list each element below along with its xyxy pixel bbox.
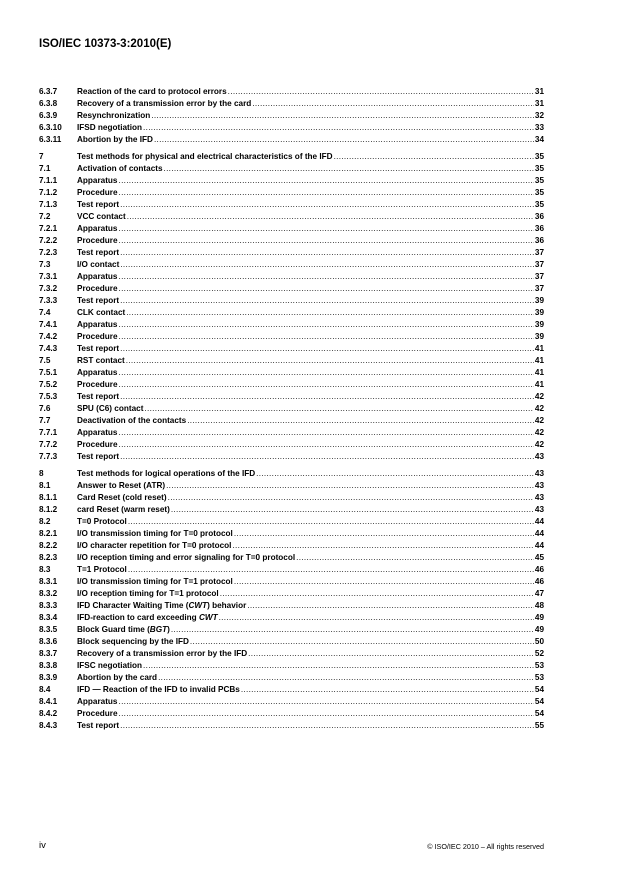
toc-entry-title: Procedure <box>77 284 118 293</box>
toc-entry-title: T=1 Protocol <box>77 565 127 574</box>
toc-entry-title: Deactivation of the contacts <box>77 416 187 425</box>
toc-entry-number: 6.3.10 <box>39 123 62 132</box>
toc-entry-number: 8.4.2 <box>39 709 58 718</box>
toc-entry[interactable] <box>39 259 544 271</box>
toc-entry-title: Activation of contacts <box>77 164 163 173</box>
toc-entry-number: 7.2.2 <box>39 236 58 245</box>
toc-entry-number: 7.1.3 <box>39 200 58 209</box>
toc-dot-leader <box>220 588 534 600</box>
toc-entry-page: 43 <box>534 481 544 490</box>
toc-entry-page: 42 <box>534 440 544 449</box>
toc-entry[interactable] <box>39 480 544 492</box>
toc-entry-page: 35 <box>534 176 544 185</box>
toc-entry-title: Test methods for physical and electrical characteristics of the IFD <box>77 152 333 161</box>
toc-entry[interactable] <box>39 367 544 379</box>
toc-entry-number: 8.3 <box>39 565 51 574</box>
toc-entry[interactable] <box>39 528 544 540</box>
toc-entry-title: Reaction of the card to protocol errors <box>77 87 227 96</box>
toc-entry-title: Test methods for logical operations of the IFD <box>77 469 256 478</box>
toc-entry[interactable] <box>39 708 544 720</box>
toc-dot-leader <box>143 122 534 134</box>
toc-entry-page: 36 <box>534 212 544 221</box>
toc-entry[interactable] <box>39 295 544 307</box>
toc-entry-page: 31 <box>534 99 544 108</box>
toc-entry-title: Test report <box>77 344 120 353</box>
toc-entry-page: 41 <box>534 380 544 389</box>
toc-entry-number: 7.1.1 <box>39 176 58 185</box>
toc-entry[interactable] <box>39 696 544 708</box>
toc-entry[interactable] <box>39 612 544 624</box>
toc-dot-leader <box>119 235 534 247</box>
toc-entry-title: card Reset (warm reset) <box>77 505 170 514</box>
toc-entry-number: 8.3.2 <box>39 589 58 598</box>
toc-entry[interactable] <box>39 307 544 319</box>
toc-dot-leader <box>168 492 534 504</box>
toc-entry-title-italic: CWT <box>198 613 218 622</box>
toc-dot-leader <box>126 307 534 319</box>
toc-entry-title-italic: BGT <box>149 625 168 634</box>
toc-entry-title <box>77 612 218 624</box>
toc-entry-number: 8.4.1 <box>39 697 58 706</box>
toc-dot-leader <box>187 415 534 427</box>
toc-entry-page: 42 <box>534 428 544 437</box>
toc-entry-title: Test report <box>77 392 120 401</box>
toc-entry-page: 42 <box>534 416 544 425</box>
toc-entry-number: 7.5.1 <box>39 368 58 377</box>
toc-dot-leader <box>248 648 534 660</box>
toc-entry-number: 7.3.1 <box>39 272 58 281</box>
toc-entry-page: 35 <box>534 188 544 197</box>
toc-dot-leader <box>247 600 534 612</box>
toc-entry-title: IFSD negotiation <box>77 123 143 132</box>
toc-entry-title: Recovery of a transmission error by the card <box>77 99 252 108</box>
toc-entry-title: Procedure <box>77 332 118 341</box>
toc-entry-number: 7.2 <box>39 212 51 221</box>
toc-entry-page: 35 <box>534 200 544 209</box>
toc-entry-page: 36 <box>534 236 544 245</box>
toc-entry-number: 7.3.3 <box>39 296 58 305</box>
toc-entry-number: 8.3.6 <box>39 637 58 646</box>
toc-dot-leader <box>171 504 534 516</box>
toc-entry-page: 42 <box>534 404 544 413</box>
toc-entry-title-part: Block Guard time ( <box>77 625 150 634</box>
toc-entry-page: 41 <box>534 356 544 365</box>
toc-entry-page: 35 <box>534 164 544 173</box>
toc-entry[interactable] <box>39 331 544 343</box>
toc-entry[interactable] <box>39 588 544 600</box>
toc-entry[interactable] <box>39 271 544 283</box>
toc-entry-page: 54 <box>534 697 544 706</box>
toc-entry-title: I/O character repetition for T=0 protocol <box>77 541 232 550</box>
toc-entry[interactable] <box>39 636 544 648</box>
toc-entry-page: 50 <box>534 637 544 646</box>
toc-entry[interactable] <box>39 600 544 612</box>
toc-entry-page: 36 <box>534 224 544 233</box>
toc-dot-leader <box>144 403 533 415</box>
document-header: ISO/IEC 10373-3:2010(E) <box>39 38 172 50</box>
toc-dot-leader <box>120 295 534 307</box>
toc-entry-title: Procedure <box>77 188 118 197</box>
toc-entry[interactable] <box>39 720 544 732</box>
toc-entry-title: Procedure <box>77 236 118 245</box>
toc-entry-number: 7.4.3 <box>39 344 58 353</box>
toc-entry-page: 37 <box>534 248 544 257</box>
toc-entry-page: 32 <box>534 111 544 120</box>
toc-entry-page: 37 <box>534 260 544 269</box>
toc-dot-leader <box>232 540 533 552</box>
toc-entry-title-part: ) behavior <box>207 601 247 610</box>
toc-entry[interactable] <box>39 247 544 259</box>
toc-entry-page: 43 <box>534 469 544 478</box>
toc-entry-title-part: ) <box>167 625 170 634</box>
toc-dot-leader <box>241 684 534 696</box>
toc-entry-title: I/O reception timing for T=1 protocol <box>77 589 219 598</box>
toc-dot-leader <box>296 552 534 564</box>
toc-dot-leader <box>119 319 534 331</box>
toc-entry-number: 8.3.1 <box>39 577 58 586</box>
toc-entry-title: Recovery of a transmission error by the IFD <box>77 649 248 658</box>
toc-entry[interactable] <box>39 624 544 636</box>
toc-entry[interactable] <box>39 391 544 403</box>
toc-entry-number: 8.3.8 <box>39 661 58 670</box>
toc-entry-title: I/O transmission timing for T=0 protocol <box>77 529 233 538</box>
toc-entry-page: 37 <box>534 284 544 293</box>
toc-entry-number: 8.3.5 <box>39 625 58 634</box>
toc-entry[interactable] <box>39 660 544 672</box>
toc-entry-title: Procedure <box>77 440 118 449</box>
toc-entry-title: Abortion by the card <box>77 673 158 682</box>
toc-dot-leader <box>128 564 534 576</box>
toc-entry-title: CLK contact <box>77 308 126 317</box>
toc-dot-leader <box>219 612 534 624</box>
toc-entry-page: 39 <box>534 320 544 329</box>
toc-dot-leader <box>120 247 534 259</box>
toc-entry[interactable] <box>39 516 544 528</box>
toc-dot-leader <box>119 187 534 199</box>
toc-dot-leader <box>154 134 534 146</box>
toc-entry-number: 7.1.2 <box>39 188 58 197</box>
toc-entry-number: 7.5.2 <box>39 380 58 389</box>
toc-entry-number: 7.3.2 <box>39 284 58 293</box>
toc-dot-leader <box>334 151 534 163</box>
toc-entry-number: 7.4.2 <box>39 332 58 341</box>
toc-entry-title: Test report <box>77 200 120 209</box>
toc-entry-page: 55 <box>534 721 544 730</box>
toc-entry[interactable] <box>39 403 544 415</box>
toc-dot-leader <box>119 439 534 451</box>
toc-entry[interactable] <box>39 199 544 211</box>
copyright-notice: © ISO/IEC 2010 – All rights reserved <box>427 842 544 851</box>
toc-entry[interactable] <box>39 122 544 134</box>
toc-entry-title: Procedure <box>77 380 118 389</box>
toc-entry[interactable] <box>39 684 544 696</box>
toc-entry[interactable] <box>39 540 544 552</box>
toc-dot-leader <box>256 468 534 480</box>
toc-dot-leader <box>158 672 534 684</box>
toc-entry-number: 7.1 <box>39 164 51 173</box>
toc-entry-page: 44 <box>534 541 544 550</box>
toc-entry-title: I/O reception timing and error signaling for T=0 protocol <box>77 553 296 562</box>
toc-entry-title: Apparatus <box>77 368 118 377</box>
toc-entry-title: Apparatus <box>77 428 118 437</box>
toc-dot-leader <box>190 636 534 648</box>
toc-entry-page: 37 <box>534 272 544 281</box>
toc-entry-page: 42 <box>534 392 544 401</box>
toc-dot-leader <box>234 576 534 588</box>
toc-entry[interactable] <box>39 343 544 355</box>
toc-dot-leader <box>119 427 534 439</box>
toc-dot-leader <box>120 199 534 211</box>
toc-entry[interactable] <box>39 648 544 660</box>
toc-dot-leader <box>126 355 534 367</box>
toc-entry-number: 7.2.3 <box>39 248 58 257</box>
toc-entry-title: Block sequencing by the IFD <box>77 637 189 646</box>
toc-entry-title: Test report <box>77 452 120 461</box>
toc-dot-leader <box>119 223 534 235</box>
toc-dot-leader <box>119 379 534 391</box>
toc-entry-page: 52 <box>534 649 544 658</box>
toc-dot-leader <box>119 283 534 295</box>
toc-dot-leader <box>120 391 534 403</box>
toc-dot-leader <box>127 211 534 223</box>
toc-entry-title <box>77 600 246 612</box>
toc-entry-title: Test report <box>77 248 120 257</box>
toc-entry-number: 8.4.3 <box>39 721 58 730</box>
toc-entry-title-italic: CWT <box>188 601 208 610</box>
toc-entry-number: 8.2.2 <box>39 541 58 550</box>
toc-entry-title: I/O contact <box>77 260 120 269</box>
toc-entry[interactable] <box>39 427 544 439</box>
toc-entry[interactable] <box>39 468 544 480</box>
toc-entry-title: Apparatus <box>77 697 118 706</box>
toc-entry-number: 8.2 <box>39 517 51 526</box>
toc-entry-number: 7.5 <box>39 356 51 365</box>
toc-entry-page: 41 <box>534 344 544 353</box>
toc-entry-title: T=0 Protocol <box>77 517 127 526</box>
toc-entry-title: I/O transmission timing for T=1 protocol <box>77 577 233 586</box>
toc-entry-page: 46 <box>534 577 544 586</box>
toc-dot-leader <box>120 451 534 463</box>
toc-entry-title: Apparatus <box>77 176 118 185</box>
toc-entry[interactable] <box>39 134 544 146</box>
toc-dot-leader <box>119 708 534 720</box>
toc-entry[interactable] <box>39 564 544 576</box>
toc-dot-leader <box>119 331 534 343</box>
toc-entry-number: 7.5.3 <box>39 392 58 401</box>
toc-entry-title: VCC contact <box>77 212 126 221</box>
toc-entry-number: 8.3.7 <box>39 649 58 658</box>
toc-entry[interactable] <box>39 86 544 98</box>
toc-entry-page: 53 <box>534 673 544 682</box>
toc-dot-leader <box>151 110 534 122</box>
toc-entry-title: Answer to Reset (ATR) <box>77 481 166 490</box>
toc-entry-page: 41 <box>534 368 544 377</box>
toc-entry-page: 44 <box>534 517 544 526</box>
toc-entry-title-part: IFD-reaction to card exceeding <box>77 613 199 622</box>
toc-entry-title-part: IFD Character Waiting Time ( <box>77 601 189 610</box>
toc-entry-page: 39 <box>534 308 544 317</box>
toc-entry[interactable] <box>39 415 544 427</box>
toc-entry[interactable] <box>39 110 544 122</box>
toc-entry[interactable] <box>39 552 544 564</box>
toc-dot-leader <box>166 480 534 492</box>
toc-entry-number: 7.6 <box>39 404 51 413</box>
toc-entry-title: Resynchronization <box>77 111 151 120</box>
toc-entry[interactable] <box>39 672 544 684</box>
toc-entry-page: 53 <box>534 661 544 670</box>
toc-entry-title: Apparatus <box>77 320 118 329</box>
toc-entry-number: 7.7.1 <box>39 428 58 437</box>
toc-entry-title: RST contact <box>77 356 125 365</box>
toc-entry-number: 7.7.2 <box>39 440 58 449</box>
toc-entry-page: 35 <box>534 152 544 161</box>
toc-entry-number: 6.3.11 <box>39 135 62 144</box>
toc-entry[interactable] <box>39 319 544 331</box>
toc-entry-page: 33 <box>534 123 544 132</box>
toc-entry-title: IFD — Reaction of the IFD to invalid PCBs <box>77 685 240 694</box>
toc-entry-title: Apparatus <box>77 224 118 233</box>
toc-entry-number: 8.3.3 <box>39 601 58 610</box>
toc-entry-page: 43 <box>534 452 544 461</box>
toc-entry-number: 8.1 <box>39 481 51 490</box>
toc-entry-number: 7.7 <box>39 416 51 425</box>
toc-entry-title: Test report <box>77 721 120 730</box>
toc-entry-number: 6.3.7 <box>39 87 58 96</box>
toc-entry[interactable] <box>39 451 544 463</box>
toc-entry-number: 7.2.1 <box>39 224 58 233</box>
toc-entry-number: 7.4 <box>39 308 51 317</box>
toc-entry[interactable] <box>39 235 544 247</box>
toc-entry-title: Apparatus <box>77 272 118 281</box>
toc-entry-page: 49 <box>534 625 544 634</box>
toc-dot-leader <box>128 516 534 528</box>
toc-entry-page: 43 <box>534 505 544 514</box>
toc-dot-leader <box>119 696 534 708</box>
toc-entry-number: 8.3.9 <box>39 673 58 682</box>
toc-entry-page: 34 <box>534 135 544 144</box>
toc-entry[interactable] <box>39 439 544 451</box>
toc-entry-page: 48 <box>534 601 544 610</box>
toc-entry-page: 31 <box>534 87 544 96</box>
toc-dot-leader <box>234 528 534 540</box>
toc-entry-page: 49 <box>534 613 544 622</box>
toc-entry-page: 39 <box>534 296 544 305</box>
toc-entry[interactable] <box>39 175 544 187</box>
toc-entry[interactable] <box>39 355 544 367</box>
toc-entry-number: 7.4.1 <box>39 320 58 329</box>
toc-entry[interactable] <box>39 379 544 391</box>
toc-entry-title: IFSC negotiation <box>77 661 143 670</box>
toc-entry-page: 47 <box>534 589 544 598</box>
toc-entry[interactable] <box>39 98 544 110</box>
toc-entry-number: 8.1.2 <box>39 505 58 514</box>
toc-entry-title <box>77 624 170 636</box>
toc-entry-number: 7.7.3 <box>39 452 58 461</box>
toc-entry[interactable] <box>39 492 544 504</box>
toc-dot-leader <box>120 343 534 355</box>
toc-dot-leader <box>252 98 534 110</box>
toc-dot-leader <box>120 720 534 732</box>
toc-dot-leader <box>119 367 534 379</box>
toc-entry-number: 8.2.1 <box>39 529 58 538</box>
toc-entry[interactable] <box>39 283 544 295</box>
toc-entry-number: 7 <box>39 152 44 161</box>
table-of-contents <box>39 86 544 732</box>
toc-entry-page: 54 <box>534 685 544 694</box>
toc-entry[interactable] <box>39 504 544 516</box>
toc-entry-title: SPU (C6) contact <box>77 404 144 413</box>
toc-entry-page: 46 <box>534 565 544 574</box>
toc-entry-number: 8.1.1 <box>39 493 58 502</box>
toc-entry-page: 44 <box>534 529 544 538</box>
toc-entry-number: 7.3 <box>39 260 51 269</box>
toc-entry[interactable] <box>39 163 544 175</box>
toc-entry[interactable] <box>39 151 544 163</box>
toc-entry[interactable] <box>39 576 544 588</box>
toc-dot-leader <box>119 175 534 187</box>
toc-dot-leader <box>143 660 534 672</box>
toc-entry-number: 8.3.4 <box>39 613 58 622</box>
toc-entry[interactable] <box>39 223 544 235</box>
page-number: iv <box>39 840 46 851</box>
toc-dot-leader <box>171 624 534 636</box>
toc-entry[interactable] <box>39 211 544 223</box>
toc-dot-leader <box>120 259 534 271</box>
toc-entry-title: Procedure <box>77 709 118 718</box>
toc-entry-number: 6.3.9 <box>39 111 58 120</box>
toc-dot-leader <box>228 86 534 98</box>
toc-dot-leader <box>119 271 534 283</box>
toc-entry-page: 39 <box>534 332 544 341</box>
toc-entry-page: 54 <box>534 709 544 718</box>
toc-entry-title: Card Reset (cold reset) <box>77 493 167 502</box>
toc-entry-page: 45 <box>534 553 544 562</box>
toc-entry[interactable] <box>39 187 544 199</box>
toc-entry-page: 43 <box>534 493 544 502</box>
toc-entry-number: 6.3.8 <box>39 99 58 108</box>
toc-entry-number: 8.4 <box>39 685 51 694</box>
toc-entry-title: Abortion by the IFD <box>77 135 153 144</box>
toc-entry-number: 8 <box>39 469 44 478</box>
toc-dot-leader <box>164 163 534 175</box>
toc-entry-number: 8.2.3 <box>39 553 58 562</box>
toc-entry-title: Test report <box>77 296 120 305</box>
